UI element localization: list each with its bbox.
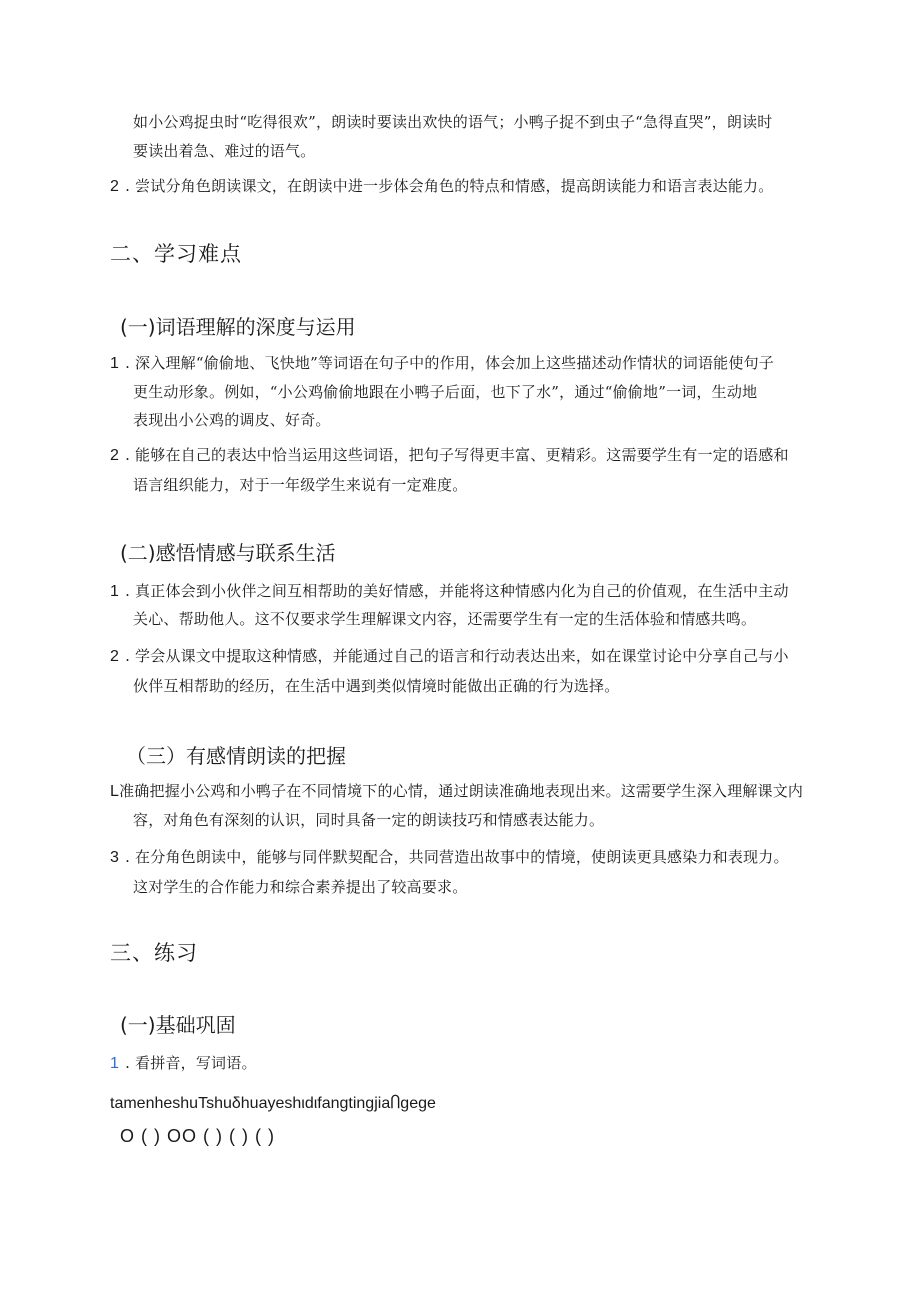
list-number: L: [110, 783, 120, 800]
list-item-continuation: 容，对角色有深刻的认识，同时具备一定的朗读技巧和情感表达能力。: [133, 811, 605, 829]
list-text: . 在分角色朗读中，能够与同伴默契配合，共同营造出故事中的情境，使朗读更具感染力和表现力。: [125, 848, 789, 866]
subsection-heading-vocabulary: (一)词语理解的深度与运用: [120, 315, 356, 339]
list-text: . 学会从课文中提取这种情感，并能通过自己的语言和行动表达出来，如在课堂讨论中分享自己与小: [125, 647, 789, 665]
section-heading-difficulties: 二、学习难点: [110, 242, 242, 266]
list-item: [110, 577, 789, 606]
list-text: . 看拼音，写词语。: [125, 1054, 257, 1072]
list-item-continuation: 这对学生的合作能力和综合素养提出了较高要求。: [133, 878, 468, 896]
subsection-heading-emotion: (二)感悟情感与联系生活: [120, 541, 336, 565]
list-item-continuation: 表现出小公鸡的调皮、好奇。: [133, 411, 331, 429]
list-text: . 尝试分角色朗读课文，在朗读中进一步体会角色的特点和情感，提高朗读能力和语言表达能力。: [125, 177, 774, 195]
intro-line-1: 如小公鸡捉虫时“吃得很欢”，朗读时要读出欢快的语气；小鸭子捉不到虫子“急得直哭”，朗读时: [133, 113, 773, 131]
list-text: . 真正体会到小伙伴之间互相帮助的美好情感，并能将这种情感内化为自己的价值观，在生活中主动: [125, 582, 789, 600]
subsection-heading-basics: (一)基础巩固: [120, 1013, 236, 1037]
list-number: 2: [110, 648, 120, 665]
list-item: [110, 441, 789, 470]
list-number: 2: [110, 447, 120, 464]
list-item: [110, 777, 803, 806]
list-item-continuation: 更生动形象。例如，“小公鸡偷偷地跟在小鸭子后面，也下了水”，通过“偷偷地”一词，生动地: [133, 383, 758, 401]
list-number: 3: [110, 849, 120, 866]
list-item: [110, 843, 789, 872]
list-text: . 深入理解“偷偷地、飞快地”等词语在句子中的作用，体会加上这些描述动作情状的词语能使句子: [125, 354, 774, 372]
list-item-continuation: 关心、帮助他人。这不仅要求学生理解课文内容，还需要学生有一定的生活体验和情感共鸣。: [133, 610, 757, 628]
goal-item-2: [110, 172, 773, 201]
list-number: 1: [110, 355, 120, 372]
list-number: 1: [110, 1055, 120, 1072]
list-item: [110, 1049, 257, 1078]
list-text: . 能够在自己的表达中恰当运用这些词语，把句子写得更丰富、更精彩。这需要学生有一定的语感和: [125, 446, 789, 464]
list-text: 准确把握小公鸡和小鸭子在不同情境下的心情，通过朗读准确地表现出来。这需要学生深入理解课文内: [119, 782, 804, 800]
subsection-heading-reading: （三）有感情朗读的把握: [126, 744, 346, 768]
list-item: [110, 349, 774, 378]
list-number: 2: [110, 178, 120, 195]
answer-blanks: O ( ) OO ( ) ( ) ( ): [120, 1126, 275, 1146]
intro-line-2: 要读出着急、难过的语气。: [133, 142, 316, 160]
section-heading-exercises: 三、练习: [110, 941, 198, 965]
pinyin-line: tamenheshuTshuδhuayeshιdιfangtingjiaႶgege: [110, 1095, 436, 1112]
list-item-continuation: 语言组织能力，对于一年级学生来说有一定难度。: [133, 476, 468, 494]
list-item-continuation: 伙伴互相帮助的经历，在生活中遇到类似情境时能做出正确的行为选择。: [133, 677, 620, 695]
list-number: 1: [110, 583, 120, 600]
list-item: [110, 642, 789, 671]
